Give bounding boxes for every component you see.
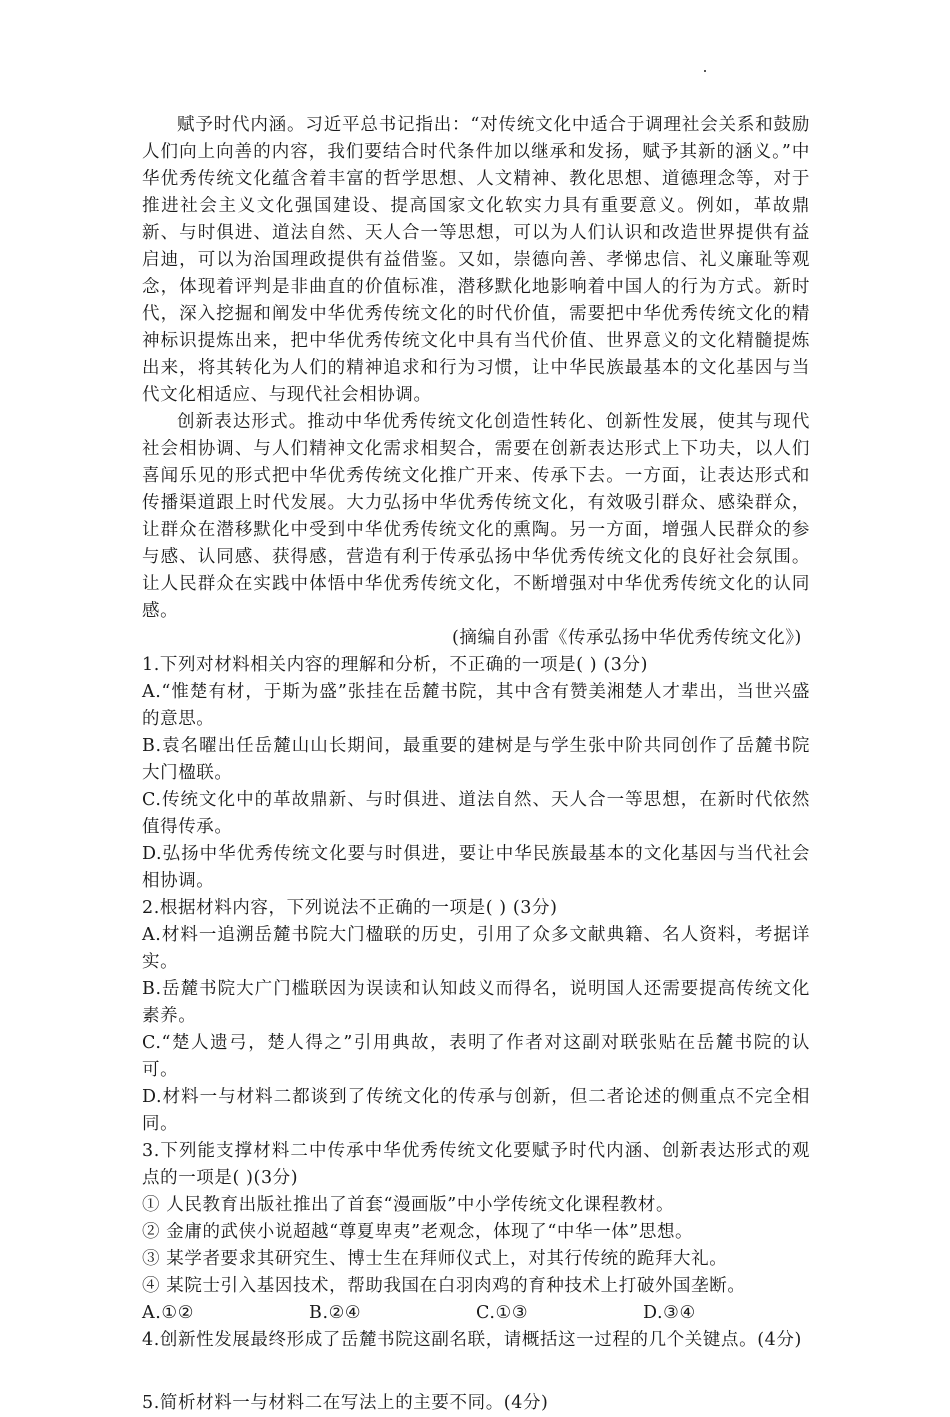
page-mark-top — [704, 70, 706, 72]
source-citation: (摘编自孙雷《传承弘扬中华优秀传统文化》) — [451, 628, 802, 648]
question-2-option-c: C.“楚人遗弓，楚人得之”引用典故，表明了作者对这副对联张贴在岳麓书院的认可。 — [142, 1033, 810, 1080]
question-5 — [142, 1390, 810, 1417]
question-1-option-b: B.袁名曜出任岳麓山山长期间，最重要的建树是与学生张中阶共同创作了岳麓书院大门楹联。 — [142, 736, 810, 783]
question-1-option-d: D.弘扬中华优秀传统文化要与时俱进，要让中华民族最基本的文化基因与当代社会相协调。 — [142, 844, 810, 891]
question-3-item-2: ② 金庸的武侠小说超越“尊夏卑夷”老观念，体现了“中华一体”思想。 — [142, 1222, 694, 1242]
question-3-item-1: ① 人民教育出版社推出了首套“漫画版”中小学传统文化课程教材。 — [142, 1195, 675, 1215]
question-3-choice-b: B.②④ — [309, 1303, 362, 1323]
question-3 — [142, 1138, 810, 1327]
question-2-stem: 2.根据材料内容，下列说法不正确的一项是( ) (3分) — [142, 898, 558, 918]
question-5-stem: 5.简析材料一与材料二在写法上的主要不同。(4分) — [142, 1393, 549, 1413]
question-1-stem: 1.下列对材料相关内容的理解和分析，不正确的一项是( ) (3分) — [142, 655, 649, 675]
question-4-stem: 4.创新性发展最终形成了岳麓书院这副名联，请概括这一过程的几个关键点。(4分) — [142, 1330, 802, 1350]
answer-space — [142, 1354, 810, 1390]
question-3-item-3: ③ 某学者要求其研究生、博士生在拜师仪式上，对其行传统的跪拜大礼。 — [142, 1249, 728, 1269]
paragraph-2: 创新表达形式。推动中华优秀传统文化创造性转化、创新性发展，使其与现代社会相协调、与人们精神文化需求相契合，需要在创新表达形式上下功夫，以人们喜闻乐见的形式把中华优秀传统文化推广开来、传承下去。一方面，让表达形式和传播渠道跟上时代发展。大力弘扬中华优秀传统文化，有效吸引群众、感染群众，让群众在潜移默化中受到中华优秀传统文化的熏陶。另一方面，增强人民群众的参与感、认同感、获得感，营造有利于传承弘扬中华优秀传统文化的良好社会氛围。让人民群众在实践中体悟中华优秀传统文化，不断增强对中华优秀传统文化的认同感。 — [142, 412, 810, 621]
question-2-option-b: B.岳麓书院大广门槛联因为误读和认知歧义而得名，说明国人还需要提高传统文化素养。 — [142, 979, 810, 1026]
document-page — [142, 112, 810, 1417]
paragraph-1: 赋予时代内涵。习近平总书记指出：“对传统文化中适合于调理社会关系和鼓励人们向上向善的内容，我们要结合时代条件加以继承和发扬，赋予其新的涵义。”中华优秀传统文化蕴含着丰富的哲学思想、人文精神、教化思想、道德理念等，对于推进社会主义文化强国建设、提高国家文化软实力具有重要意义。例如，革故鼎新、与时俱进、道法自然、天人合一等思想，可以为人们认识和改造世界提供有益启迪，可以为治国理政提供有益借鉴。又如，崇德向善、孝悌忠信、礼义廉耻等观念，体现着评判是非曲直的价值标准，潜移默化地影响着中国人的行为方式。新时代，深入挖掘和阐发中华优秀传统文化的时代价值，需要把中华优秀传统文化的精神标识提炼出来，把中华优秀传统文化中具有当代价值、世界意义的文化精髓提炼出来，将其转化为人们的精神追求和行为习惯，让中华民族最基本的文化基因与当代文化相适应、与现代社会相协调。 — [142, 115, 810, 405]
question-3-choice-c: C.①③ — [476, 1303, 529, 1323]
question-3-choice-a: A.①② — [142, 1303, 194, 1323]
question-3-choice-d: D.③④ — [643, 1303, 696, 1323]
question-1-option-c: C.传统文化中的革故鼎新、与时俱进、道法自然、天人合一等思想，在新时代依然值得传承。 — [142, 790, 810, 837]
question-4 — [142, 1327, 810, 1354]
question-3-stem: 3.下列能支撑材料二中传承中华优秀传统文化要赋予时代内涵、创新表达形式的观点的一项是( )(3分) — [142, 1141, 810, 1188]
question-2-option-d: D.材料一与材料二都谈到了传统文化的传承与创新，但二者论述的侧重点不完全相同。 — [142, 1087, 810, 1134]
question-2-option-a: A.材料一追溯岳麓书院大门楹联的历史，引用了众多文献典籍、名人资料，考据详实。 — [142, 925, 810, 972]
question-1-option-a: A.“惟楚有材，于斯为盛”张挂在岳麓书院，其中含有赞美湘楚人才辈出，当世兴盛的意思。 — [142, 682, 810, 729]
question-2 — [142, 895, 810, 1138]
question-3-item-4: ④ 某院士引入基因技术，帮助我国在白羽肉鸡的育种技术上打破外国垄断。 — [142, 1276, 746, 1296]
question-3-choices — [142, 1300, 810, 1327]
question-1 — [142, 652, 810, 895]
